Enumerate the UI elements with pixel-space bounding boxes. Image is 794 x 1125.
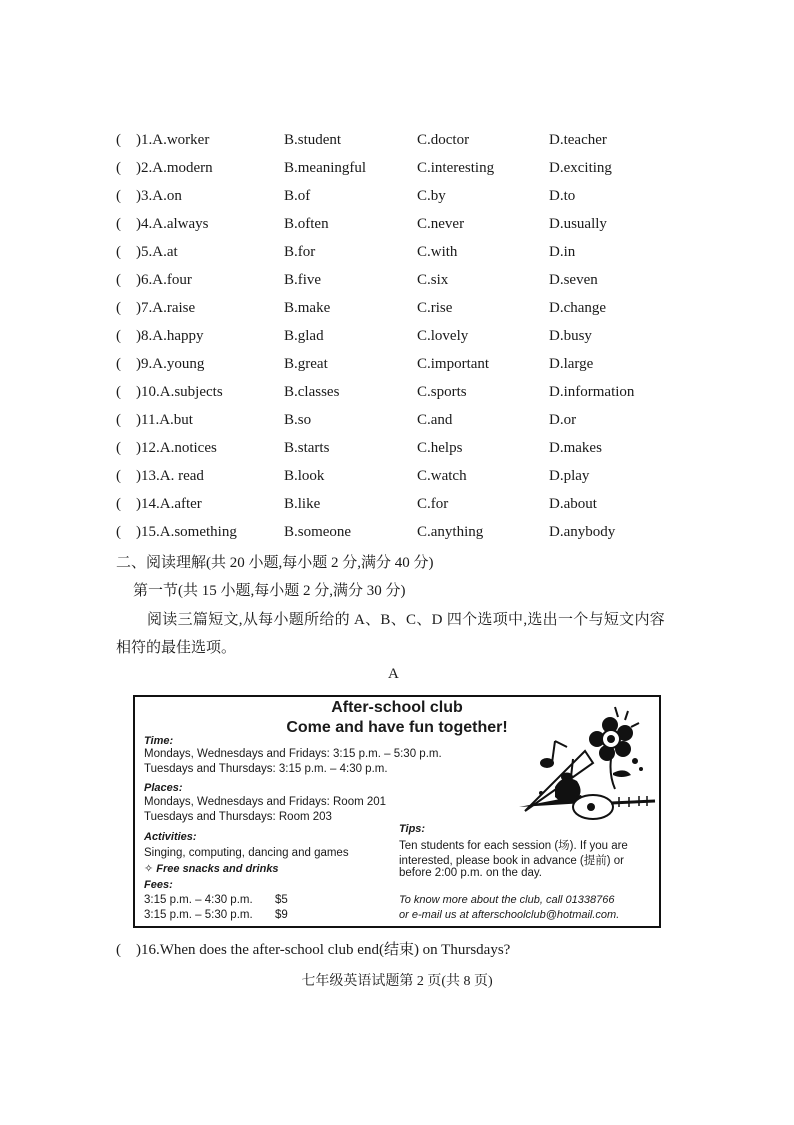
option-b: B.often: [284, 216, 329, 232]
option-a: )6.A.four: [136, 272, 192, 288]
option-d: D.seven: [549, 272, 598, 288]
contact-line-2: or e-mail us at afterschoolclub@hotmail.com.: [399, 909, 620, 921]
option-d: D.anybody: [549, 524, 616, 540]
option-d: D.in: [549, 244, 576, 260]
option-d: D.exciting: [549, 160, 612, 176]
question-row: [0, 266, 794, 294]
option-b: B.so: [284, 412, 312, 428]
option-a: )1.A.worker: [136, 132, 210, 148]
option-d: D.about: [549, 496, 597, 512]
option-b: B.for: [284, 244, 316, 260]
option-b: B.make: [284, 300, 331, 316]
answer-paren[interactable]: (: [116, 272, 121, 288]
option-d: D.large: [549, 356, 594, 372]
free-snacks-text: ✧ Free snacks and drinks: [144, 863, 279, 875]
option-d: D.busy: [549, 328, 592, 344]
question-row: [0, 322, 794, 350]
question-row: [0, 126, 794, 154]
question-16-text: )16.When does the after-school club end(结束) on Thursdays?: [136, 942, 511, 958]
question-row-16: [0, 936, 794, 964]
ad-subtitle: Come and have fun together!: [286, 719, 508, 736]
fee-time-1: 3:15 p.m. – 4:30 p.m.: [144, 894, 253, 906]
question-row: [0, 434, 794, 462]
option-c: C.lovely: [417, 328, 469, 344]
tips-label: Tips:: [399, 823, 426, 835]
option-d: D.makes: [549, 440, 602, 456]
instructions-line-1: 阅读三篇短文,从每小题所给的 A、B、C、D 四个选项中,选出一个与短文内容: [147, 612, 666, 628]
option-a: )3.A.on: [136, 188, 182, 204]
option-c: C.watch: [417, 468, 467, 484]
after-school-club-ad: [133, 695, 661, 928]
passage-label: A: [388, 666, 399, 682]
option-c: C.anything: [417, 524, 484, 540]
question-row: [0, 518, 794, 546]
option-d: D.change: [549, 300, 607, 316]
answer-paren[interactable]: (: [116, 300, 121, 316]
option-b: B.look: [284, 468, 325, 484]
option-a: )14.A.after: [136, 496, 202, 512]
option-a: )13.A. read: [136, 468, 204, 484]
option-d: D.teacher: [549, 132, 607, 148]
option-a: )4.A.always: [136, 216, 209, 232]
fee-price-2: $9: [275, 909, 288, 921]
answer-paren[interactable]: (: [116, 356, 121, 372]
option-c: C.doctor: [417, 132, 470, 148]
question-row: [0, 238, 794, 266]
option-b: B.glad: [284, 328, 324, 344]
fee-price-1: $5: [275, 894, 288, 906]
option-a: )15.A.something: [136, 524, 237, 540]
option-c: C.sports: [417, 384, 467, 400]
answer-paren[interactable]: (: [116, 216, 121, 232]
tips-line-3: before 2:00 p.m. on the day.: [399, 867, 542, 879]
option-d: D.information: [549, 384, 635, 400]
option-d: D.usually: [549, 216, 607, 232]
answer-paren[interactable]: (: [116, 160, 121, 176]
question-row: [0, 490, 794, 518]
option-d: D.or: [549, 412, 577, 428]
option-c: C.for: [417, 496, 449, 512]
fees-label: Fees:: [144, 879, 173, 891]
part-heading: 第一节(共 15 小题,每小题 2 分,满分 30 分): [133, 583, 406, 599]
place-line-1: Mondays, Wednesdays and Fridays: Room 201: [144, 796, 387, 808]
option-b: B.five: [284, 272, 322, 288]
answer-paren[interactable]: (: [116, 132, 121, 148]
answer-paren[interactable]: (: [116, 496, 121, 512]
answer-paren[interactable]: (: [116, 244, 121, 260]
question-row: [0, 462, 794, 490]
place-line-2: Tuesdays and Thursdays: Room 203: [144, 811, 332, 823]
option-b: B.like: [284, 496, 321, 512]
fee-time-2: 3:15 p.m. – 5:30 p.m.: [144, 909, 253, 921]
time-label: Time:: [144, 735, 174, 747]
ad-title: After-school club: [331, 699, 463, 716]
option-c: C.with: [417, 244, 458, 260]
question-row: [0, 378, 794, 406]
option-d: D.play: [549, 468, 590, 484]
section-heading: 二、阅读理解(共 20 小题,每小题 2 分,满分 40 分): [116, 555, 434, 571]
option-c: C.by: [417, 188, 446, 204]
page-footer: 七年级英语试题第 2 页(共 8 页): [301, 974, 493, 989]
option-c: C.interesting: [417, 160, 495, 176]
option-a: )12.A.notices: [136, 440, 217, 456]
answer-paren[interactable]: (: [116, 440, 121, 456]
answer-paren[interactable]: (: [116, 328, 121, 344]
answer-paren[interactable]: (: [116, 188, 121, 204]
answer-paren[interactable]: (: [116, 524, 121, 540]
question-row: [0, 406, 794, 434]
tips-line-2: interested, please book in advance (提前) or: [399, 855, 625, 867]
music-flower-illustration: [515, 703, 660, 825]
option-b: B.starts: [284, 440, 330, 456]
option-a: )8.A.happy: [136, 328, 204, 344]
option-c: C.six: [417, 272, 449, 288]
places-label: Places:: [144, 782, 183, 794]
option-a: )7.A.raise: [136, 300, 196, 316]
option-d: D.to: [549, 188, 576, 204]
option-c: C.and: [417, 412, 453, 428]
option-b: B.of: [284, 188, 311, 204]
option-b: B.someone: [284, 524, 352, 540]
option-b: B.great: [284, 356, 328, 372]
answer-paren[interactable]: (: [116, 384, 121, 400]
option-a: )5.A.at: [136, 244, 178, 260]
option-c: C.rise: [417, 300, 453, 316]
time-line-1: Mondays, Wednesdays and Fridays: 3:15 p.m. – 5:30 p.m.: [144, 748, 442, 760]
option-a: )11.A.but: [136, 412, 193, 428]
question-row: [0, 350, 794, 378]
option-b: B.classes: [284, 384, 340, 400]
activities-text: Singing, computing, dancing and games: [144, 847, 349, 859]
answer-paren[interactable]: (: [116, 412, 121, 428]
option-b: B.meaningful: [284, 160, 367, 176]
option-b: B.student: [284, 132, 342, 148]
option-a: )10.A.subjects: [136, 384, 223, 400]
option-a: )9.A.young: [136, 356, 205, 372]
question-row: [0, 182, 794, 210]
activities-label: Activities:: [144, 831, 197, 843]
question-row: [0, 294, 794, 322]
tips-line-1: Ten students for each session (场). If you are: [399, 840, 628, 852]
contact-line-1: To know more about the club, call 01338766: [399, 894, 615, 906]
question-row: [0, 154, 794, 182]
answer-paren[interactable]: (: [116, 942, 121, 958]
time-line-2: Tuesdays and Thursdays: 3:15 p.m. – 4:30 p.m.: [144, 763, 388, 775]
option-c: C.important: [417, 356, 490, 372]
question-row: [0, 210, 794, 238]
option-c: C.helps: [417, 440, 463, 456]
option-a: )2.A.modern: [136, 160, 213, 176]
option-c: C.never: [417, 216, 465, 232]
instructions-line-2: 相符的最佳选项。: [116, 640, 237, 656]
answer-paren[interactable]: (: [116, 468, 121, 484]
